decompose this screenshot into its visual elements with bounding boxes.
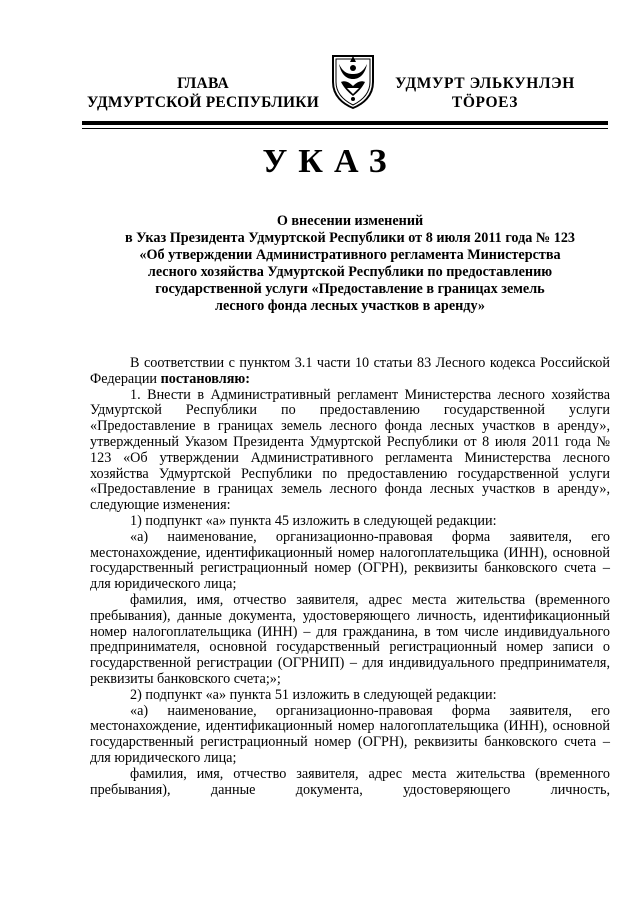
- preamble-paragraph: [90, 356, 610, 388]
- document-header: [0, 52, 640, 122]
- issuer-russian-line2: УДМУРТСКОЙ РЕСПУБЛИКИ: [87, 94, 319, 111]
- decree-title: [90, 213, 610, 314]
- decree-word: постановляю:: [160, 370, 250, 387]
- paragraph-legal-entity-2: «а) наименование, организационно-правовая форма заявителя, его местонахождение, идентификационный номер налогоплательщика (ИНН), основной государственный регистрационный номер (ОГРН), реквизиты банковского счета – для юридического лица;: [90, 702, 610, 766]
- paragraph-item-1: 1. Внести в Административный регламент Министерства лесного хозяйства Удмуртской Республики по предоставлению государственной услуги «Предоставление в границах земель лесного фонда лесных участков в аренду», утвержденный Указом Президента Удмуртской Республики от 8 июля 2011 года № 123 «Об утверждении Административного регламента Министерства лесного хозяйства Удмуртской Республики по предоставлению государственной услуги «Предоставление в границах земель лесного фонда лесных участков в аренду», следующие изменения:: [90, 386, 610, 514]
- title-line: «Об утверждении Административного регламента Министерства: [139, 246, 561, 263]
- paragraph-legal-entity: «а) наименование, организационно-правовая форма заявителя, его местонахождение, идентификационный номер налогоплательщика (ИНН), основной государственный регистрационный номер (ОГРН), реквизиты банковского счета – для юридического лица;: [90, 528, 610, 593]
- paragraph-subitem-1: 1) подпункт «а» пункта 45 изложить в следующей редакции:: [130, 512, 497, 529]
- title-line: лесного фонда лесных участков в аренду»: [214, 297, 486, 314]
- document-type: УКАЗ: [262, 143, 398, 180]
- title-line: в Указ Президента Удмуртской Республики от 8 июля 2011 года № 123: [124, 229, 576, 246]
- paragraph-individual: фамилия, имя, отчество заявителя, адрес места жительства (временного пребывания), данные документа, удостоверяющего личность, идентификационный номер налогоплательщика (ИНН) – для гражданина, в том числе индивидуального предпринимателя, основной государственный регистрационный номер записи о государственной регистрации (ОГРНИП) – для индивидуального предпринимателя, реквизиты банковского счета;»;: [90, 591, 610, 687]
- title-line: государственной услуги «Предоставление в границах земель: [155, 280, 545, 297]
- header-rule-thin: [82, 128, 608, 129]
- preamble-text: В соответствии с пунктом 3.1 части 10 статьи 83 Лесного кодекса Российской Федерации: [90, 355, 610, 387]
- paragraph-subitem-2: 2) подпункт «а» пункта 51 изложить в следующей редакции:: [130, 686, 497, 703]
- header-rule-thick: [82, 121, 608, 125]
- coat-of-arms-icon: [327, 52, 379, 110]
- decree-body: [90, 356, 610, 798]
- issuer-russian-line1: ГЛАВА: [177, 75, 229, 92]
- title-line: О внесении изменений: [276, 213, 424, 229]
- issuer-udmurt-line2: ТӦРОЕЗ: [451, 94, 519, 111]
- issuer-udmurt-line1: УДМУРТ ЭЛЬКУНЛЭН: [395, 75, 575, 92]
- paragraph-individual-2: фамилия, имя, отчество заявителя, адрес места жительства (временного пребывания), данные документа, удостоверяющего личность,: [90, 765, 610, 798]
- issuer-udmurt: [390, 74, 580, 112]
- title-line: лесного хозяйства Удмуртской Республики по предоставлению: [147, 263, 553, 280]
- issuer-russian: [78, 74, 328, 112]
